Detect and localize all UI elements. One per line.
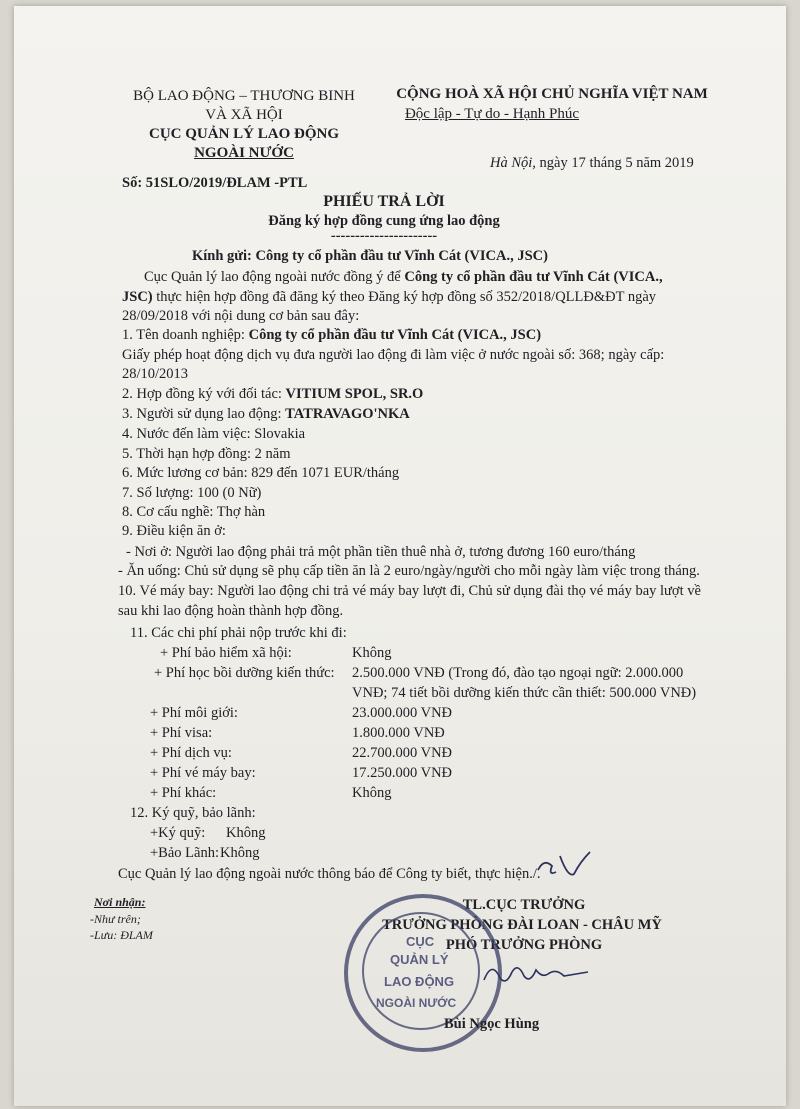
item-6: 6. Mức lương cơ bản: 829 đến 1071 EUR/tháng (122, 465, 400, 481)
ministry-name (114, 88, 374, 162)
fee-label: + Phí vé máy bay: (150, 765, 256, 781)
item-label: 1. Tên doanh nghiệp: (122, 327, 249, 343)
closing-line: Cục Quản lý lao động ngoài nước thông báo để Công ty biết, thực hiện./. (118, 866, 541, 882)
recipient-2: -Lưu: ĐLAM (90, 928, 153, 942)
company-name-end: JSC) (122, 289, 153, 305)
item-label: 3. Người sử dụng lao động: (122, 406, 286, 422)
intro-text: Cục Quản lý lao động ngoài nước đồng ý để (144, 269, 405, 285)
item-10-line-1: 10. Vé máy bay: Người lao động chi trả vé máy bay lượt đi, Chủ sử dụng đài thọ vé máy bay lượt về (118, 583, 701, 599)
document-title: PHIẾU TRẢ LỜI (323, 193, 445, 210)
item-value: Công ty cổ phần đầu tư Vĩnh Cát (VICA., JSC) (248, 327, 542, 343)
stamp-text: CỤC (406, 934, 435, 949)
item-10-line-2: sau khi lao động hoàn thành hợp đồng. (118, 603, 344, 619)
item-9-meals: - Ăn uống: Chủ sử dụng sẽ phụ cấp tiền ăn là 2 euro/ngày/người cho mỗi ngày làm việc trong tháng. (118, 563, 700, 579)
document-subtitle: Đăng ký hợp đồng cung ứng lao động (268, 213, 500, 229)
document-number: Số: 51SLO/2019/ĐLAM -PTL (122, 175, 308, 191)
fee-label: + Phí bảo hiểm xã hội: (160, 645, 292, 661)
stamp-text: QUẢN LÝ (390, 952, 449, 967)
fee-label: + Phí học bồi dưỡng kiến thức: (154, 665, 335, 681)
fee-value: 23.000.000 VNĐ (352, 705, 453, 721)
fee-value: 1.800.000 VNĐ (352, 725, 445, 741)
item-5: 5. Thời hạn hợp đồng: 2 năm (122, 446, 291, 462)
guarantee-label: +Bảo Lãnh: (150, 845, 219, 861)
guarantee-value: Không (220, 845, 260, 861)
stamp-inner-ring (362, 912, 480, 1030)
item-9-housing: - Nơi ở: Người lao động phải trả một phần tiền thuê nhà ở, tương đương 160 euro/tháng (126, 544, 636, 560)
item-label: 2. Hợp đồng ký với đối tác: (122, 386, 286, 402)
item-9: 9. Điều kiện ăn ở: (122, 523, 226, 539)
item-1 (122, 327, 541, 344)
title-divider: ---------------------- (330, 228, 438, 244)
document-place: Hà Nội, (490, 155, 536, 171)
document-page (14, 6, 786, 1106)
department-line-2: NGOÀI NƯỚC (194, 145, 294, 161)
item-7: 7. Số lượng: 100 (0 Nữ) (122, 485, 262, 501)
intro-line-3: 28/09/2018 với nội dung cơ bản sau đây: (122, 308, 360, 324)
fee-label: + Phí dịch vụ: (150, 745, 232, 761)
national-title: CỘNG HOÀ XÃ HỘI CHỦ NGHĨA VIỆT NAM (396, 86, 708, 102)
fee-label: + Phí visa: (150, 725, 213, 741)
ministry-line-2: VÀ XÃ HỘI (205, 107, 283, 123)
item-12: 12. Ký quỹ, bảo lãnh: (130, 805, 256, 821)
item-11: 11. Các chi phí phải nộp trước khi đi: (130, 625, 347, 641)
fee-value: Không (352, 785, 392, 801)
fee-label: + Phí môi giới: (150, 705, 238, 721)
fee-value: 22.700.000 VNĐ (352, 745, 453, 761)
fee-label: + Phí khác: (150, 785, 217, 801)
recipient-line: Kính gửi: Công ty cổ phần đầu tư Vĩnh Cát (VICA., JSC) (192, 248, 548, 264)
document-date-text: ngày 17 tháng 5 năm 2019 (539, 155, 694, 171)
item-4: 4. Nước đến làm việc: Slovakia (122, 426, 306, 442)
intro-line-2 (122, 289, 656, 306)
license-line-1: Giấy phép hoạt động dịch vụ đưa người lao động đi làm việc ở nước ngoài số: 368; ngày cấp: (122, 347, 665, 363)
stamp-text: NGOÀI NƯỚC (376, 996, 457, 1010)
stamp-text: LAO ĐỘNG (384, 974, 455, 989)
signer-name: Bùi Ngọc Hùng (444, 1016, 540, 1032)
fee-value: Không (352, 645, 392, 661)
handwritten-mark (534, 848, 594, 882)
item-value: VITIUM SPOL, SR.O (285, 386, 424, 402)
ministry-line-1: BỘ LAO ĐỘNG – THƯƠNG BINH (133, 88, 355, 104)
deposit-label: +Ký quỹ: (150, 825, 206, 841)
company-name: Công ty cổ phần đầu tư Vĩnh Cát (VICA., (404, 269, 663, 285)
fee-value: 2.500.000 VNĐ (Trong đó, đào tạo ngoại ngữ: 2.000.000 (352, 665, 684, 681)
item-3 (122, 406, 410, 423)
intro-text: thực hiện hợp đồng đã đăng ký theo Đăng ký hợp đồng số 352/2018/QLLĐ&ĐT ngày (152, 289, 657, 305)
license-line-2: 28/10/2013 (122, 366, 189, 382)
intro-line-1 (144, 269, 663, 286)
fee-value-cont: VNĐ; 74 tiết bồi dưỡng kiến thức cần thiết: 500.000 VNĐ) (352, 685, 697, 701)
department-line-1: CỤC QUẢN LÝ LAO ĐỘNG (148, 126, 339, 142)
signature-line-3: PHÓ TRƯỞNG PHÒNG (445, 937, 603, 953)
handwritten-signature (482, 956, 592, 992)
recipient-1: -Như trên; (90, 912, 141, 926)
deposit-value: Không (226, 825, 266, 841)
document-date (490, 155, 694, 172)
recipients-title: Nơi nhận: (94, 895, 146, 909)
fee-value: 17.250.000 VNĐ (352, 765, 453, 781)
signature-line-1: TL.CỤC TRƯỞNG (462, 897, 586, 913)
national-motto: Độc lập - Tự do - Hạnh Phúc (404, 106, 580, 122)
item-value: TATRAVAGO'NKA (285, 406, 410, 422)
item-2 (122, 386, 423, 403)
signature-line-2: TRƯỞNG PHÒNG ĐÀI LOAN - CHÂU MỸ (382, 917, 662, 933)
item-8: 8. Cơ cấu nghề: Thợ hàn (122, 504, 266, 520)
